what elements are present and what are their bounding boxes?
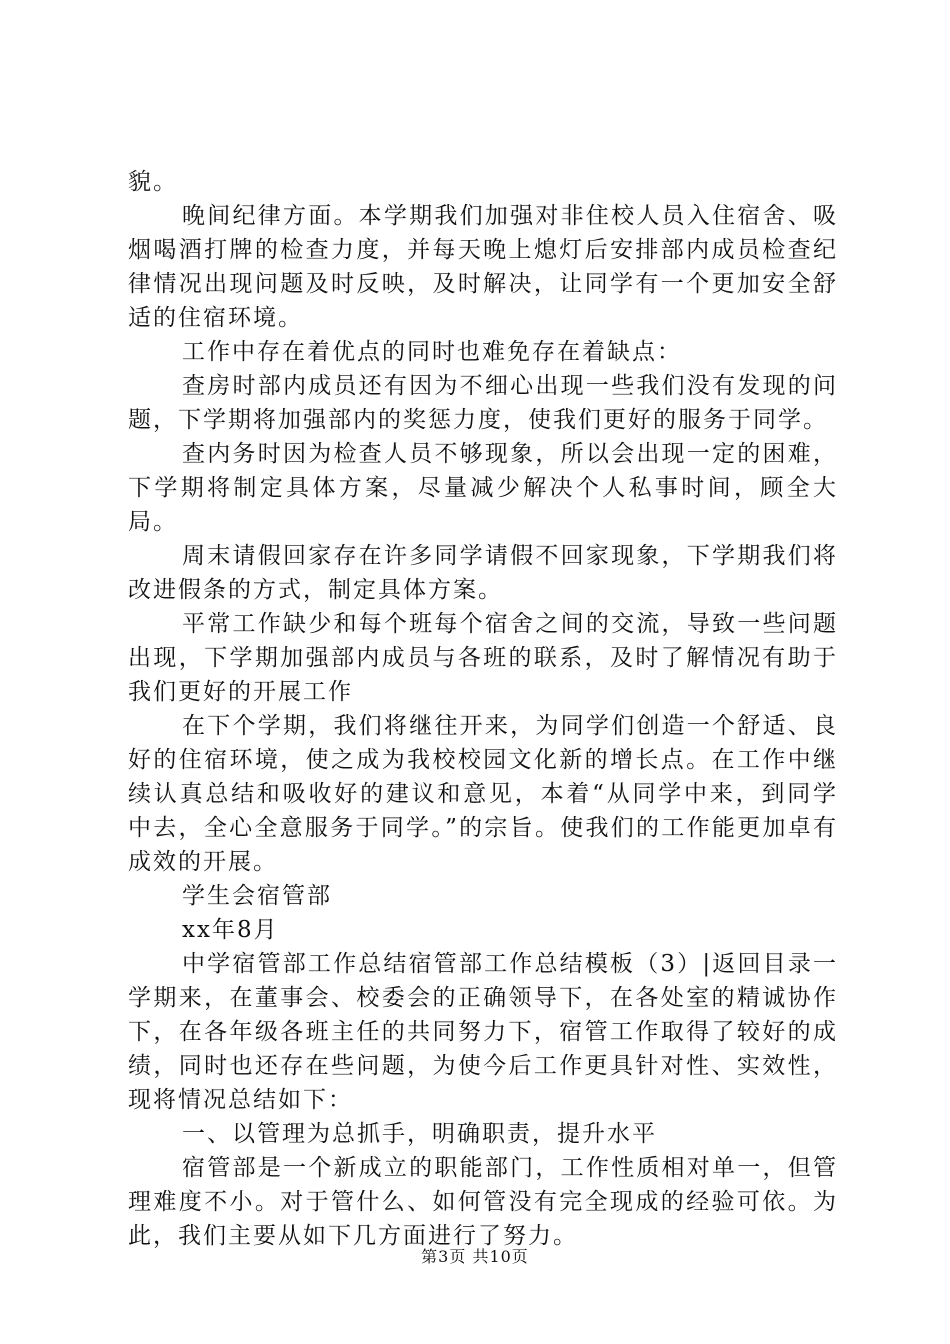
signature-department: 学生会宿管部 — [182, 883, 332, 909]
paragraph-7: 平常工作缺少和每个班每个宿舍之间的交流，导致一些问题出现，下学期加强部内成员与各班的联系，及时了解情况有助于我们更好的开展工作 — [128, 611, 838, 705]
paragraph-8: 在下个学期，我们将继往开来，为同学们创造一个舒适、良好的住宿环境，使之成为我校校园文化新的增长点。在工作中继续认真总结和吸收好的建议和意见，本着“从同学中来，到同学中去，全心全意服务于同学。”的宗旨。使我们的工作能更加卓有成效的开展。 — [128, 713, 838, 875]
paragraph-1: 貌。 — [128, 169, 178, 195]
paragraph-13: 宿管部是一个新成立的职能部门，工作性质相对单一，但管理难度不小。对于管什么、如何管没有完全现成的经验可依。为此，我们主要从如下几方面进行了努力。 — [128, 1155, 838, 1249]
paragraph-3: 工作中存在着优点的同时也难免存在着缺点： — [182, 339, 682, 365]
document-body — [128, 165, 838, 1253]
subheading-1: 一、以管理为总抓手，明确职责，提升水平 — [182, 1121, 657, 1147]
paragraph-4: 查房时部内成员还有因为不细心出现一些我们没有发现的问题，下学期将加强部内的奖惩力度，使我们更好的服务于同学。 — [128, 373, 838, 433]
paragraph-6: 周末请假回家存在许多同学请假不回家现象，下学期我们将改进假条的方式，制定具体方案。 — [128, 543, 838, 603]
page-number-footer: 第3页 共10页 — [421, 1247, 529, 1266]
paragraph-section-heading: 中学宿管部工作总结宿管部工作总结模板（3）|返回目录一学期来，在董事会、校委会的正确领导下，在各处室的精诚协作下，在各年级各班主任的共同努力下，宿管工作取得了较好的成绩，同时也还存在些问题，为使今后工作更具针对性、实效性，现将情况总结如下： — [128, 951, 838, 1113]
signature-date: xx年8月 — [182, 917, 279, 943]
paragraph-5: 查内务时因为检查人员不够现象，所以会出现一定的困难，下学期将制定具体方案，尽量减少解决个人私事时间，顾全大局。 — [128, 441, 838, 535]
paragraph-2: 晚间纪律方面。本学期我们加强对非住校人员入住宿舍、吸烟喝酒打牌的检查力度，并每天晚上熄灯后安排部内成员检查纪律情况出现问题及时反映，及时解决，让同学有一个更加安全舒适的住宿环境。 — [128, 203, 838, 331]
